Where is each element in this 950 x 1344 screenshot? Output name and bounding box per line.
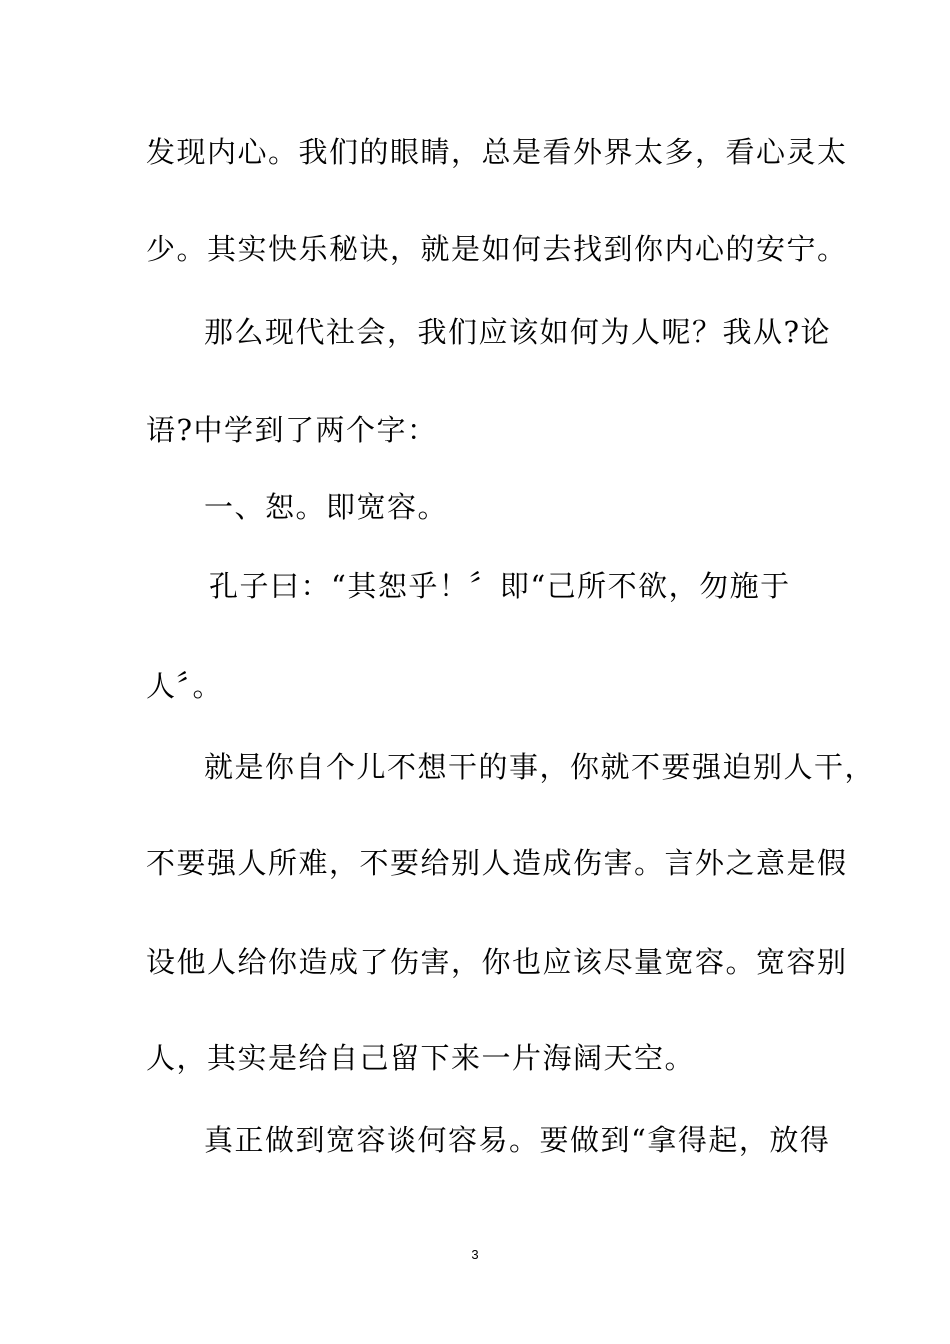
text-line: 不要强人所难，不要给别人造成伤害。言外之意是假 — [146, 846, 848, 880]
text-line: 发现内心。我们的眼睛，总是看外界太多，看心灵太 — [146, 135, 848, 169]
paragraph-start-line: 真正做到宽容谈何容易。要做到“拿得起，放得 — [204, 1123, 831, 1157]
section-heading: 一、恕。即宽容。 — [204, 490, 449, 524]
paragraph-start-line: 就是你自个儿不想干的事，你就不要强迫别人干， — [204, 750, 876, 784]
text-line: 人，其实是给自己留下来一片海阔天空。 — [146, 1041, 696, 1075]
text-line: 人〞。 — [146, 669, 224, 703]
paragraph-start-line: 孔子曰：“其恕乎！〞即“己所不欲，勿施于 — [209, 569, 791, 603]
text-line: 少。其实快乐秘诀，就是如何去找到你内心的安宁。 — [146, 232, 848, 266]
text-line: 语?中学到了两个字： — [146, 413, 438, 447]
paragraph-start-line: 那么现代社会，我们应该如何为人呢？我从?论 — [204, 315, 832, 349]
page-number: 3 — [471, 1247, 479, 1262]
text-line: 设他人给你造成了伤害，你也应该尽量宽容。宽容别 — [146, 945, 848, 979]
